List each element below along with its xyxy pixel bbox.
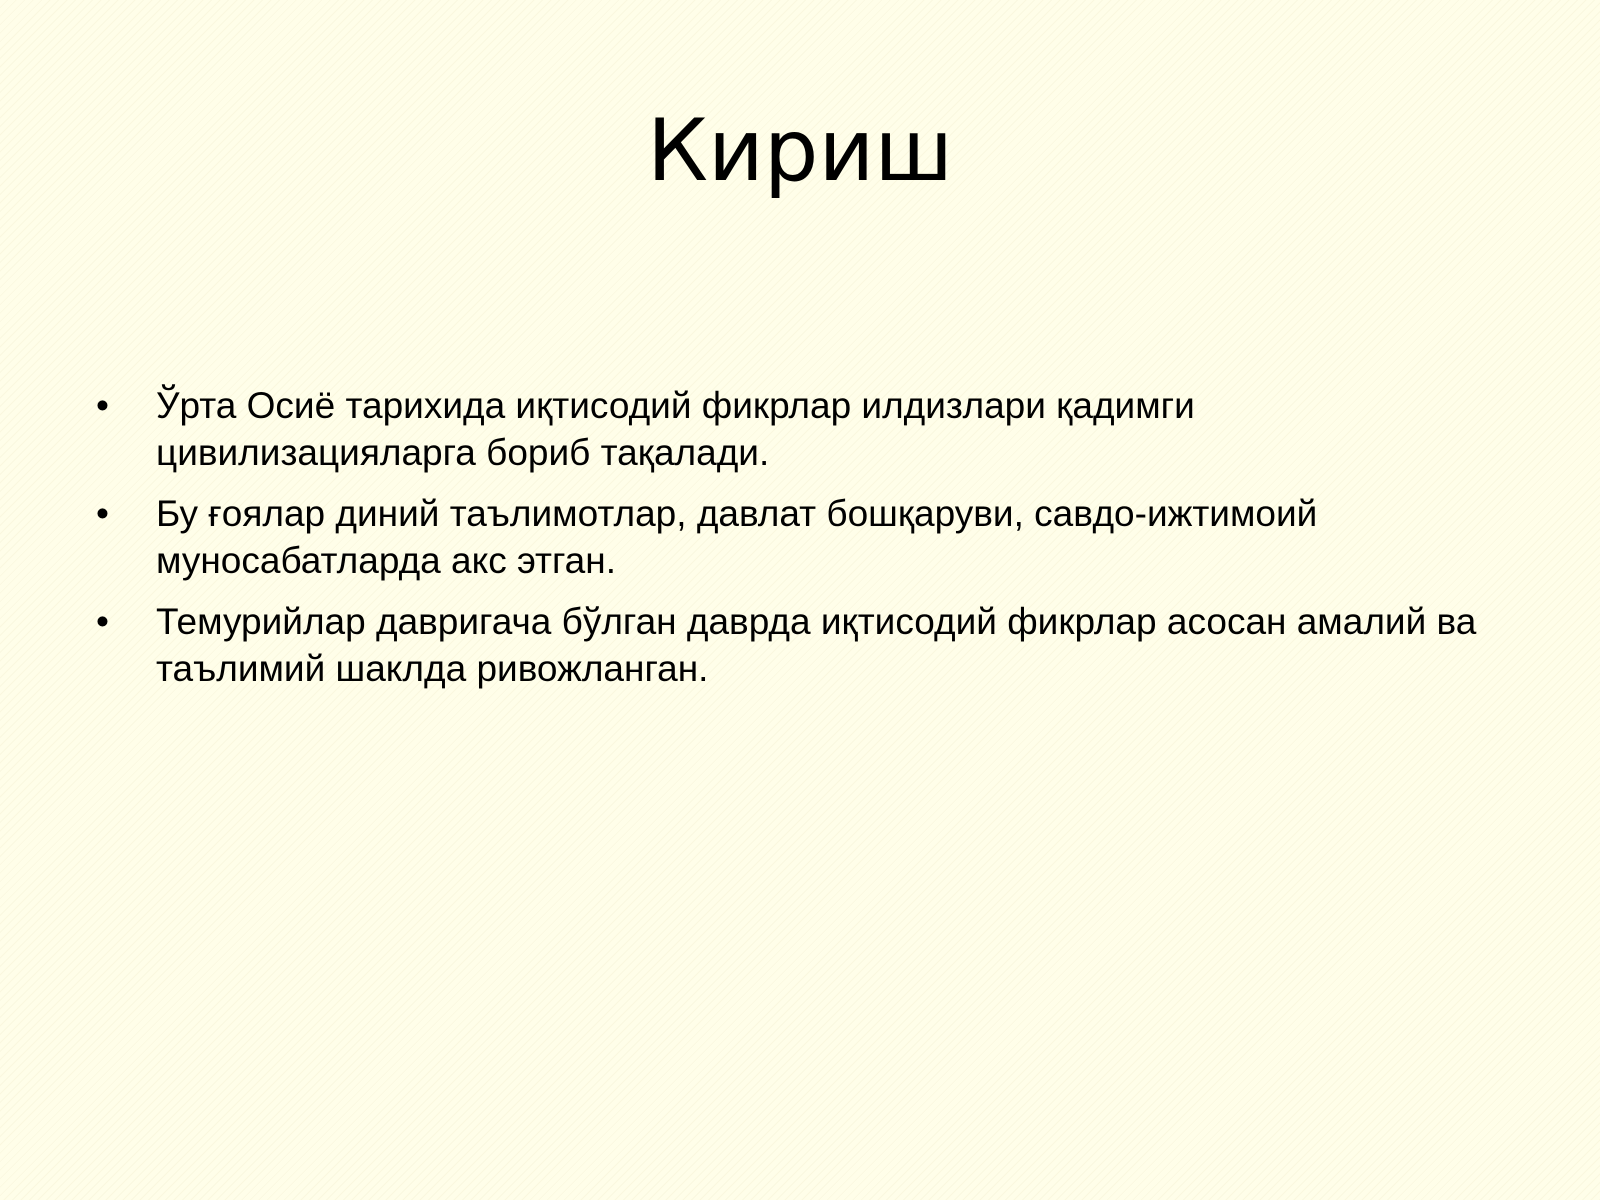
bullet-list bbox=[90, 382, 1520, 706]
bullet-item bbox=[90, 382, 1520, 476]
slide-title: Кириш bbox=[646, 101, 954, 201]
bullet-text: Темурийлар давригача бўлган даврда иқтисодий фикрлар асосан амалий ва таълимий шаклда ривожланган. bbox=[156, 601, 1477, 689]
bullet-icon: • bbox=[96, 385, 109, 426]
bullet-text: Бу ғоялар диний таълимотлар, давлат бошқаруви, савдо-ижтимоий муносабатларда акс этган. bbox=[156, 493, 1318, 581]
bullet-item bbox=[90, 598, 1520, 692]
bullet-icon: • bbox=[96, 493, 109, 534]
bullet-item bbox=[90, 490, 1520, 584]
bullet-text: Ўрта Осиё тарихида иқтисодий фикрлар илдизлари қадимги цивилизацияларга бориб тақалади. bbox=[156, 385, 1195, 473]
bullet-icon: • bbox=[96, 601, 109, 642]
